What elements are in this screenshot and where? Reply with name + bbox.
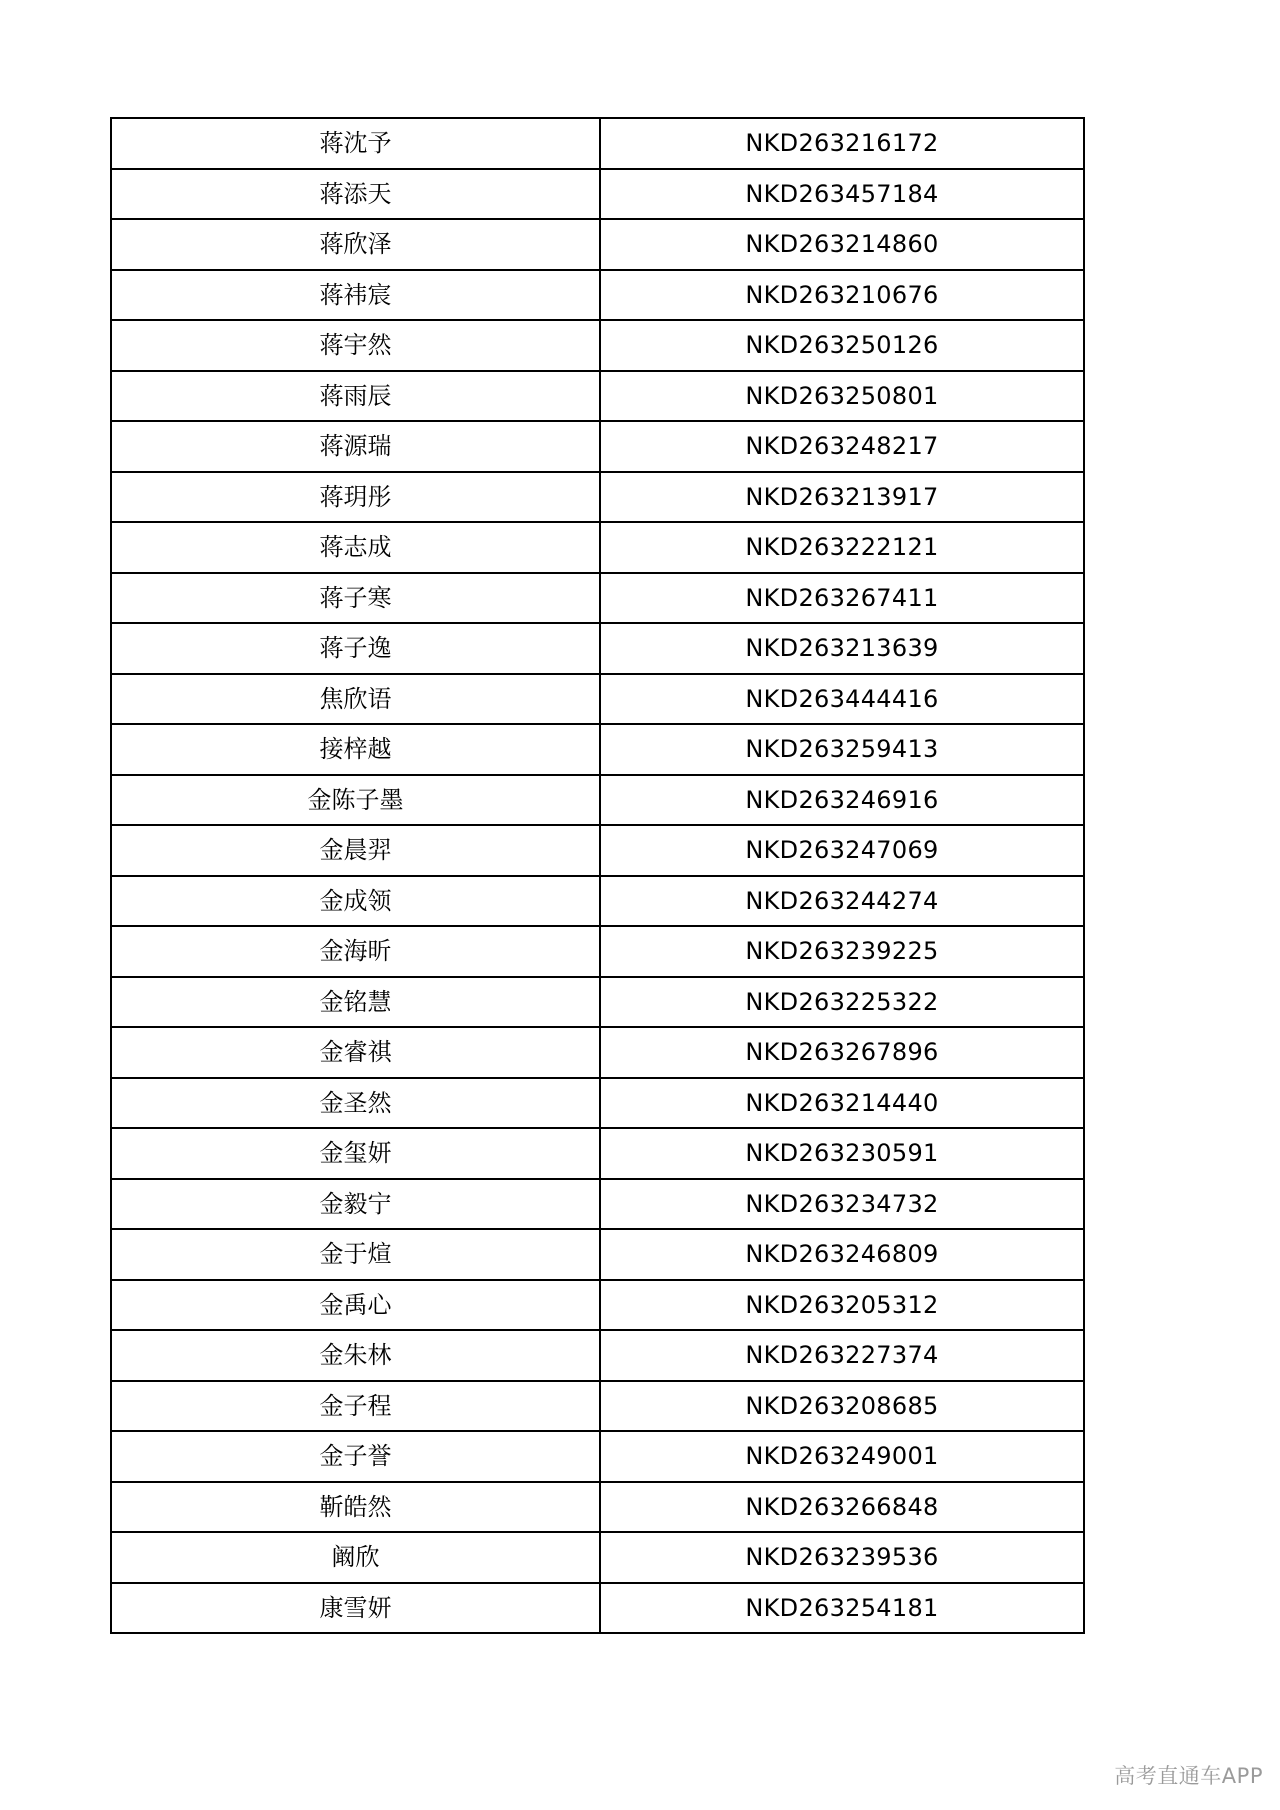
roster-sheet [110, 117, 1085, 1634]
table-row [111, 724, 1084, 775]
registration-id-cell: NKD263210676 [600, 270, 1084, 321]
watermark-text: 高考直通车APP [1114, 1764, 1263, 1788]
student-name-cell: 金朱林 [111, 1330, 600, 1381]
table-row [111, 674, 1084, 725]
registration-id-cell: NKD263250801 [600, 371, 1084, 422]
student-name-cell: 金陈子墨 [111, 775, 600, 826]
student-name-cell: 蒋玥彤 [111, 472, 600, 523]
registration-id-cell: NKD263222121 [600, 522, 1084, 573]
table-row [111, 118, 1084, 169]
student-name-cell: 焦欣语 [111, 674, 600, 725]
table-row [111, 169, 1084, 220]
registration-id-cell: NKD263248217 [600, 421, 1084, 472]
student-name-cell: 蒋源瑞 [111, 421, 600, 472]
student-name-cell: 接梓越 [111, 724, 600, 775]
registration-id-cell: NKD263267896 [600, 1027, 1084, 1078]
student-name-cell: 金毅宁 [111, 1179, 600, 1230]
registration-id-cell: NKD263225322 [600, 977, 1084, 1028]
registration-id-cell: NKD263259413 [600, 724, 1084, 775]
student-name-cell: 蒋宇然 [111, 320, 600, 371]
registration-id-cell: NKD263214860 [600, 219, 1084, 270]
registration-id-cell: NKD263246916 [600, 775, 1084, 826]
table-row [111, 926, 1084, 977]
table-row [111, 371, 1084, 422]
roster-table [110, 117, 1085, 1634]
table-row [111, 1078, 1084, 1129]
table-row [111, 1381, 1084, 1432]
student-name-cell: 阚欣 [111, 1532, 600, 1583]
student-name-cell: 蒋雨辰 [111, 371, 600, 422]
registration-id-cell: NKD263205312 [600, 1280, 1084, 1331]
table-row [111, 1532, 1084, 1583]
registration-id-cell: NKD263249001 [600, 1431, 1084, 1482]
registration-id-cell: NKD263230591 [600, 1128, 1084, 1179]
table-row [111, 421, 1084, 472]
table-row [111, 1583, 1084, 1634]
registration-id-cell: NKD263234732 [600, 1179, 1084, 1230]
student-name-cell: 靳皓然 [111, 1482, 600, 1533]
table-row [111, 825, 1084, 876]
student-name-cell: 金睿祺 [111, 1027, 600, 1078]
registration-id-cell: NKD263267411 [600, 573, 1084, 624]
roster-table-body [111, 118, 1084, 1633]
registration-id-cell: NKD263239536 [600, 1532, 1084, 1583]
student-name-cell: 金晨羿 [111, 825, 600, 876]
registration-id-cell: NKD263254181 [600, 1583, 1084, 1634]
registration-id-cell: NKD263246809 [600, 1229, 1084, 1280]
student-name-cell: 蒋沈予 [111, 118, 600, 169]
table-row [111, 1128, 1084, 1179]
table-row [111, 1280, 1084, 1331]
student-name-cell: 蒋子寒 [111, 573, 600, 624]
table-row [111, 522, 1084, 573]
student-name-cell: 金于煊 [111, 1229, 600, 1280]
registration-id-cell: NKD263250126 [600, 320, 1084, 371]
registration-id-cell: NKD263444416 [600, 674, 1084, 725]
table-row [111, 1179, 1084, 1230]
student-name-cell: 金禹心 [111, 1280, 600, 1331]
student-name-cell: 金海昕 [111, 926, 600, 977]
student-name-cell: 康雪妍 [111, 1583, 600, 1634]
table-row [111, 1027, 1084, 1078]
registration-id-cell: NKD263213639 [600, 623, 1084, 674]
registration-id-cell: NKD263213917 [600, 472, 1084, 523]
registration-id-cell: NKD263457184 [600, 169, 1084, 220]
student-name-cell: 金子程 [111, 1381, 600, 1432]
registration-id-cell: NKD263227374 [600, 1330, 1084, 1381]
student-name-cell: 蒋欣泽 [111, 219, 600, 270]
table-row [111, 775, 1084, 826]
table-row [111, 472, 1084, 523]
student-name-cell: 金铭慧 [111, 977, 600, 1028]
student-name-cell: 蒋祎宸 [111, 270, 600, 321]
registration-id-cell: NKD263244274 [600, 876, 1084, 927]
registration-id-cell: NKD263266848 [600, 1482, 1084, 1533]
table-row [111, 977, 1084, 1028]
student-name-cell: 金子誉 [111, 1431, 600, 1482]
registration-id-cell: NKD263239225 [600, 926, 1084, 977]
table-row [111, 219, 1084, 270]
table-row [111, 623, 1084, 674]
student-name-cell: 蒋添天 [111, 169, 600, 220]
registration-id-cell: NKD263208685 [600, 1381, 1084, 1432]
registration-id-cell: NKD263216172 [600, 118, 1084, 169]
table-row [111, 573, 1084, 624]
table-row [111, 1482, 1084, 1533]
student-name-cell: 金成领 [111, 876, 600, 927]
registration-id-cell: NKD263214440 [600, 1078, 1084, 1129]
table-row [111, 320, 1084, 371]
table-row [111, 270, 1084, 321]
table-row [111, 876, 1084, 927]
student-name-cell: 蒋子逸 [111, 623, 600, 674]
registration-id-cell: NKD263247069 [600, 825, 1084, 876]
student-name-cell: 金玺妍 [111, 1128, 600, 1179]
table-row [111, 1229, 1084, 1280]
student-name-cell: 金圣然 [111, 1078, 600, 1129]
table-row [111, 1431, 1084, 1482]
student-name-cell: 蒋志成 [111, 522, 600, 573]
table-row [111, 1330, 1084, 1381]
